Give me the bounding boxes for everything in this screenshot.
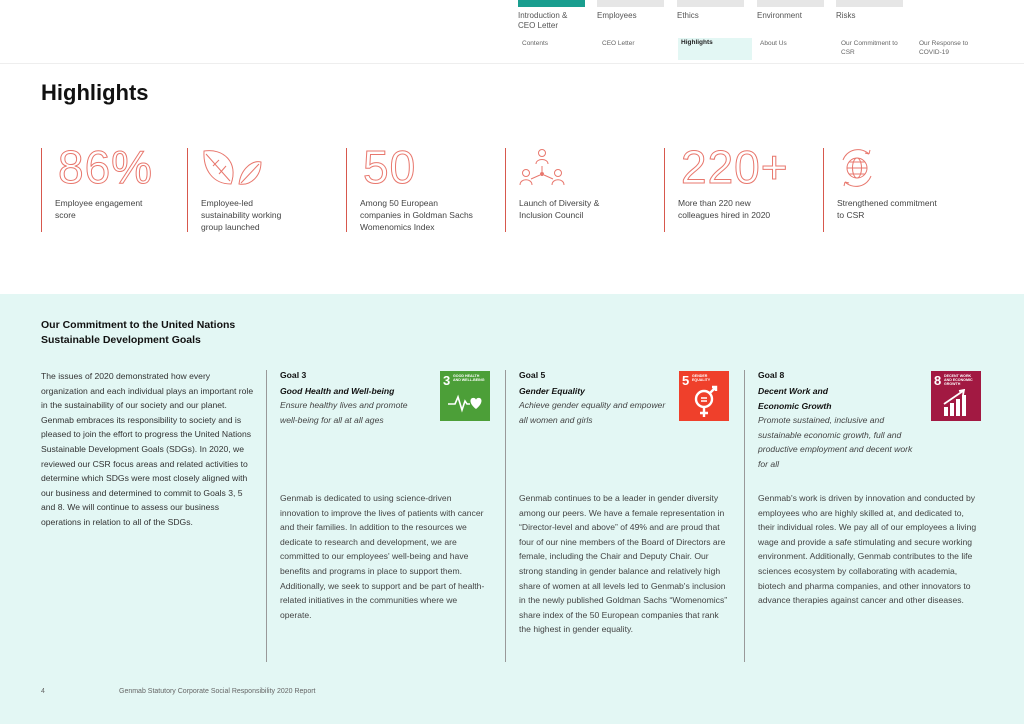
tab-employees[interactable]: Employees bbox=[597, 11, 637, 20]
nav-indicator bbox=[757, 0, 824, 7]
nav-indicator bbox=[597, 0, 664, 7]
stat-value: 50 bbox=[363, 141, 417, 193]
tab-risks[interactable]: Risks bbox=[836, 11, 856, 20]
subtab-contents[interactable]: Contents bbox=[522, 40, 549, 47]
stat-value: 86% bbox=[58, 141, 154, 193]
stat-label: Among 50 European companies in Goldman Sachs Womenomics Index bbox=[360, 198, 473, 232]
page-title: Highlights bbox=[41, 80, 149, 105]
nav-indicator bbox=[677, 0, 744, 7]
tab-introduction[interactable]: Introduction & CEO Letter bbox=[518, 11, 568, 30]
goal-number: Goal 3 bbox=[280, 370, 307, 380]
stat-hires bbox=[664, 141, 789, 232]
globe-icon bbox=[837, 148, 879, 190]
stat-label: Employee-led sustainability working group launched bbox=[201, 198, 282, 232]
growth-chart-icon bbox=[943, 389, 971, 417]
stat-value: 220+ bbox=[681, 141, 789, 193]
stat-womenomics bbox=[346, 141, 473, 232]
commitment-title-line: Sustainable Development Goals bbox=[41, 334, 201, 346]
goal-column bbox=[505, 370, 738, 662]
goal-column bbox=[744, 370, 985, 662]
goal-number: Goal 8 bbox=[758, 370, 785, 380]
gender-equality-icon bbox=[691, 385, 719, 419]
report-title: Genmab Statutory Corporate Social Responsibility 2020 Report bbox=[119, 688, 316, 695]
goal-name: Decent Work and Economic Growth bbox=[758, 386, 832, 411]
divider bbox=[0, 63, 1024, 64]
stat-label: Strengthened commitment to CSR bbox=[837, 198, 937, 220]
sdg-number: 8 bbox=[934, 373, 942, 388]
goal-target: Achieve gender equality and empower all women and girls bbox=[519, 400, 666, 425]
stat-csr bbox=[823, 148, 937, 232]
leaf-icon bbox=[201, 148, 265, 190]
goal-target: Promote sustained, inclusive and sustainable economic growth, full and productive employment and decent work for all bbox=[758, 415, 913, 469]
nav-indicator-active bbox=[518, 0, 585, 7]
subtab-highlights[interactable]: Highlights bbox=[678, 38, 752, 60]
stat-label: More than 220 new colleagues hired in 2020 bbox=[678, 198, 771, 220]
sdg-5-badge bbox=[679, 371, 729, 421]
tab-environment[interactable]: Environment bbox=[757, 11, 802, 20]
goal-name: Good Health and Well-being bbox=[280, 386, 395, 396]
commitment-title bbox=[41, 318, 235, 348]
subtab-covid[interactable]: Our Response to COVID-19 bbox=[919, 40, 969, 56]
sdg-title: GENDER EQUALITY bbox=[692, 374, 711, 383]
goal-target: Ensure healthy lives and promote well-being for all at all ages bbox=[280, 400, 408, 425]
goal-body: Genmab is dedicated to using science-driven innovation to improve the lives of patients with cancer and their families. In addition to the resources we dedicate to research and development, we are committed to our employees' well-being and have benefits and programs in place to support them. Additionally, we seek to support and be part of health-related initiatives in the communities where we operate. bbox=[280, 493, 485, 620]
goal-name: Gender Equality bbox=[519, 386, 585, 396]
nav-indicator bbox=[836, 0, 903, 7]
goal-body: Genmab's work is driven by innovation and conducted by employees who are highly skilled at, and dedicated to, their individual roles. We pay all of our employees a living wage and provide a safe stimulating and secure working environment. Additionally, Genmab contributes to the life sciences ecosystem by collaborating with academia, biotech and pharma companies, and other innovators to advance therapies against cancer and other diseases. bbox=[758, 493, 977, 606]
people-network-icon bbox=[519, 148, 565, 190]
goal-body: Genmab continues to be a leader in gender diversity among our peers. We have a female representation in “Director-level and above” of 49% and are proud that four of our nine members of the Board of Directors are female, including the Chair and Deputy Chair. Our strong standing in gender balance and relatively high share of women at all levels led to Genmab's inclusion in the newly published Goldman Sachs “Womenomics” share index of the 50 European companies that rank the highest in gender equality. bbox=[519, 493, 728, 635]
stat-diversity bbox=[505, 148, 600, 232]
commitment-intro: The issues of 2020 demonstrated how every organization and each individual plays an important role in the sustainability of our society and our planet. Genmab embraces its responsibility to society and is pleased to join the effort to progress the United Nations Sustainable Development Goals (SDGs). In 2020, we reviewed our CSR focus areas and related activities to determine which SDGs were most closely aligned with our business and determined to commit to Goals 3, 5 and 8. We will continue to assess our business operations in relation to all of the SDGs. bbox=[41, 371, 254, 527]
stat-label: Launch of Diversity & Inclusion Council bbox=[519, 198, 600, 220]
stat-label: Employee engagement score bbox=[55, 198, 143, 220]
tab-ethics[interactable]: Ethics bbox=[677, 11, 699, 20]
sdg-8-badge bbox=[931, 371, 981, 421]
stat-sustainability bbox=[187, 148, 282, 232]
stat-engagement bbox=[41, 141, 154, 232]
subtab-ceo-letter[interactable]: CEO Letter bbox=[602, 40, 635, 47]
sdg-title: DECENT WORK AND ECONOMIC GROWTH bbox=[944, 374, 973, 387]
sdg-3-badge bbox=[440, 371, 490, 421]
subtab-about-us[interactable]: About Us bbox=[760, 40, 787, 47]
commitment-title-line: Our Commitment to the United Nations bbox=[41, 319, 236, 331]
goal-number: Goal 5 bbox=[519, 370, 546, 380]
subtab-commitment[interactable]: Our Commitment to CSR bbox=[841, 40, 898, 56]
sdg-number: 5 bbox=[682, 373, 690, 388]
sdg-number: 3 bbox=[443, 373, 451, 388]
sdg-title: GOOD HEALTH AND WELL-BEING bbox=[453, 374, 485, 383]
page-number: 4 bbox=[41, 688, 45, 695]
heartbeat-icon bbox=[448, 393, 484, 413]
goal-column bbox=[266, 370, 499, 662]
